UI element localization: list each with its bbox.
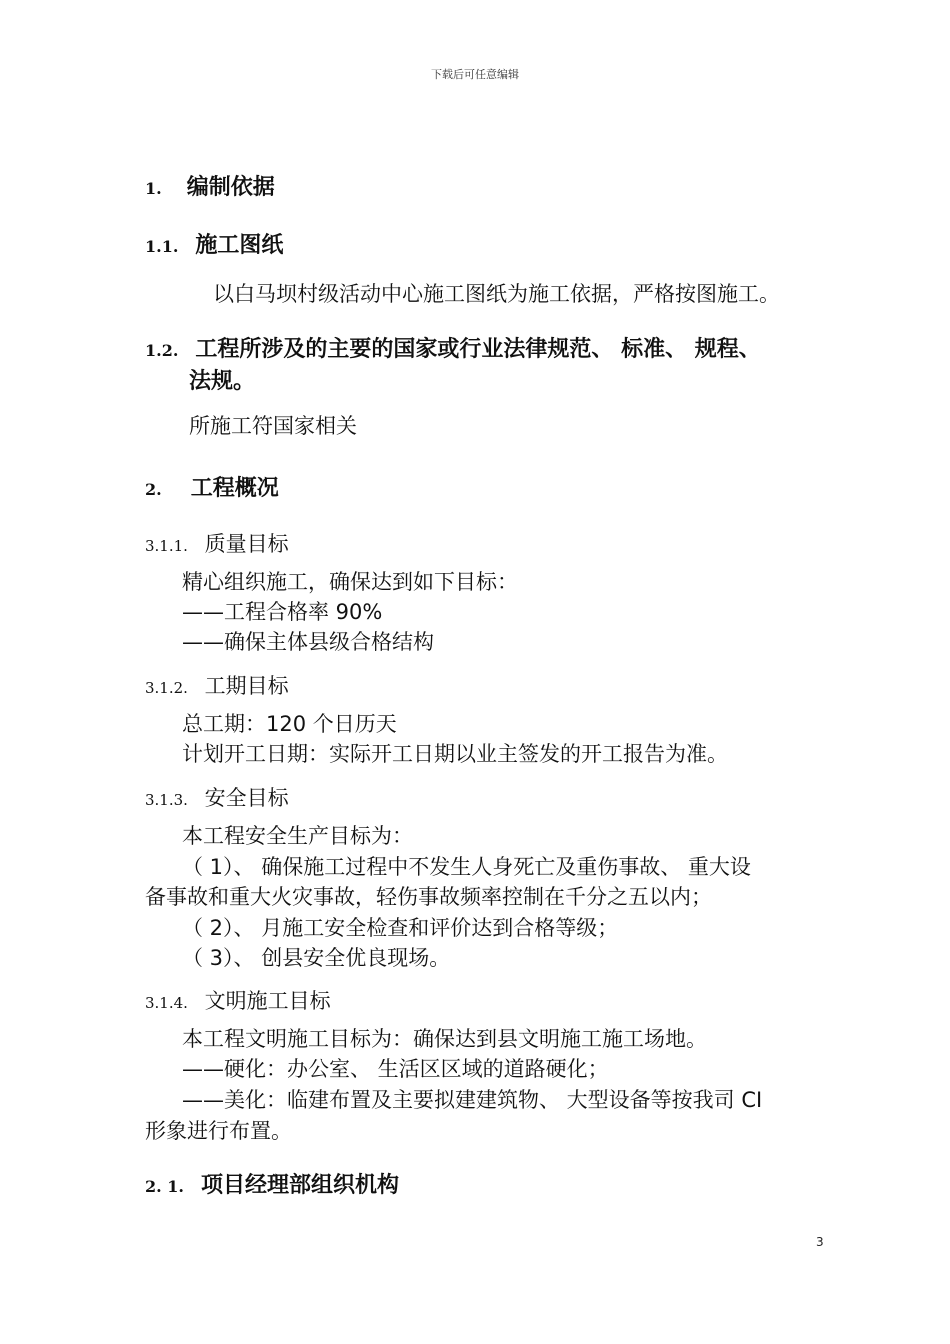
section-number: 3.1.3.: [145, 791, 188, 809]
section-title: 工程概况: [190, 476, 279, 501]
safety-line: 备事故和重大火灾事故，轻伤事故频率控制在千分之五以内；: [145, 885, 712, 909]
civilized-line: ——硬化：办公室、 生活区区域的道路硬化；: [182, 1057, 609, 1081]
quality-line: ——工程合格率 90%: [182, 600, 383, 624]
section-1-2-body: 所施工符国家相关: [189, 414, 357, 438]
section-number: 2.: [145, 480, 162, 499]
section-number: 3.1.4.: [145, 994, 188, 1012]
section-3-1-1-heading: [145, 528, 289, 558]
section-1-1-heading: [145, 228, 283, 259]
section-number: 3.1.1.: [145, 537, 188, 555]
section-title: 安全目标: [204, 786, 289, 810]
section-number: 1.2.: [145, 341, 179, 360]
page-header: 下载后可任意编辑: [431, 68, 519, 81]
section-2-heading: [145, 471, 279, 502]
section-1-2-heading: [145, 332, 761, 363]
section-2-1-heading: [145, 1168, 399, 1199]
section-3-1-2-heading: [145, 670, 289, 700]
schedule-line: 计划开工日期：实际开工日期以业主签发的开工报告为准。: [182, 742, 728, 766]
safety-line: （ 3）、 创县安全优良现场。: [182, 946, 451, 970]
page-number: 3: [816, 1235, 824, 1249]
section-title-line-2: 法规。: [189, 369, 256, 394]
section-number: 2. 1.: [145, 1177, 184, 1196]
civilized-line: 形象进行布置。: [145, 1119, 292, 1143]
section-number: 1.1.: [145, 237, 179, 256]
section-1-heading: [145, 170, 275, 201]
quality-line: ——确保主体县级合格结构: [182, 630, 434, 654]
quality-line: 精心组织施工，确保达到如下目标：: [182, 570, 518, 594]
safety-line: 本工程安全生产目标为：: [182, 824, 413, 848]
section-title: 文明施工目标: [204, 989, 331, 1013]
section-title: 施工图纸: [195, 233, 284, 258]
section-title-line-1: 工程所涉及的主要的国家或行业法律规范、 标准、 规程、: [195, 337, 761, 362]
section-3-1-4-heading: [145, 985, 331, 1015]
section-3-1-3-heading: [145, 782, 289, 812]
section-number: 1.: [145, 179, 162, 198]
civilized-line: 本工程文明施工目标为：确保达到县文明施工施工场地。: [182, 1027, 707, 1051]
section-title: 编制依据: [186, 175, 275, 200]
section-title: 工期目标: [204, 674, 289, 698]
safety-line: （ 2）、 月施工安全检查和评价达到合格等级；: [182, 916, 619, 940]
schedule-line: 总工期：120 个日历天: [182, 712, 397, 736]
section-title: 质量目标: [204, 532, 289, 556]
section-number: 3.1.2.: [145, 679, 188, 697]
section-1-1-body: 以白马坝村级活动中心施工图纸为施工依据，严格按图施工。: [213, 282, 780, 306]
civilized-line: ——美化：临建布置及主要拟建建筑物、 大型设备等按我司 CI: [182, 1088, 763, 1112]
section-title: 项目经理部组织机构: [200, 1173, 399, 1198]
safety-line: （ 1）、 确保施工过程中不发生人身死亡及重伤事故、 重大设: [182, 855, 751, 879]
